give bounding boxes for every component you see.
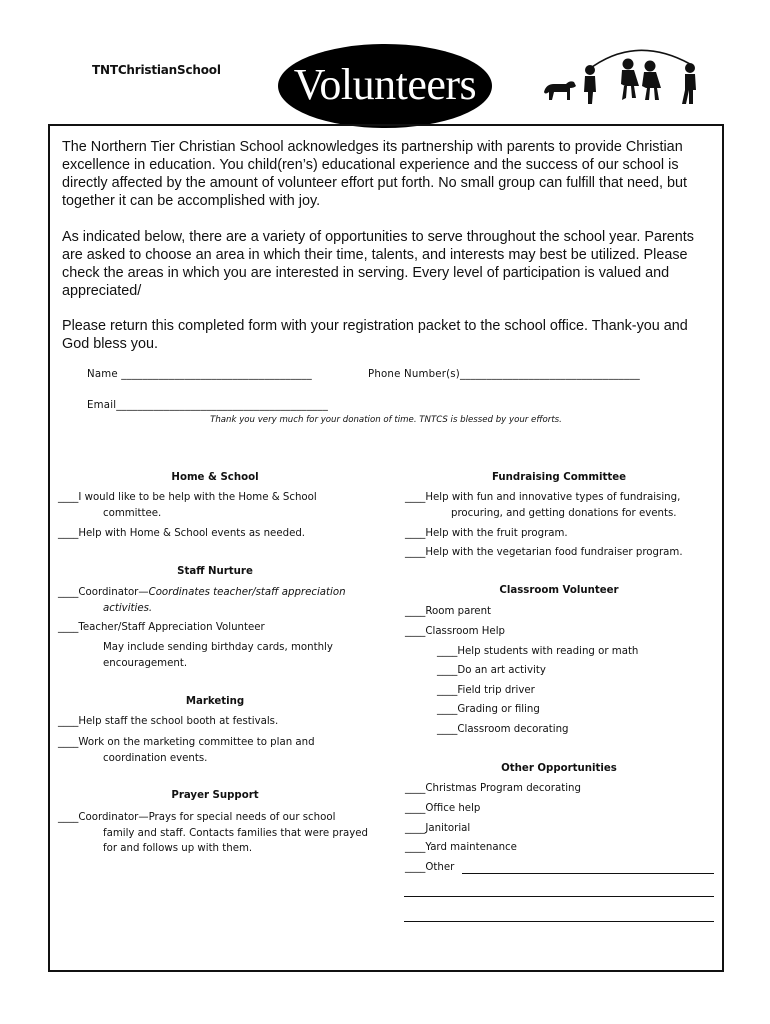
phone-field[interactable]: Phone Number(s)__________________________________ (368, 369, 640, 380)
other-item-other[interactable]: ____Other (405, 862, 455, 873)
other-item-janitorial[interactable]: ____Janitorial (405, 823, 471, 834)
title-banner (278, 44, 492, 128)
classroom-sub-item-2[interactable]: ____Do an art activity (437, 665, 546, 676)
classroom-sub-item-4[interactable]: ____Grading or filing (437, 704, 540, 715)
home-school-item-1[interactable] (58, 490, 317, 521)
prayer-item-1-cont: family and staff. Contacts families that were prayed (103, 827, 369, 839)
classroom-help-item[interactable]: ____Classroom Help (405, 626, 505, 637)
classroom-sub-item-1[interactable]: ____Help students with reading or math (437, 646, 639, 657)
fundraising-title: Fundraising Committee (491, 472, 627, 483)
fundraising-item-1-text: ____Help with fun and innovative types of fundraising, (405, 492, 681, 503)
other-item-christmas[interactable]: ____Christmas Program decorating (405, 783, 581, 794)
name-field[interactable]: Name ____________________________________ (87, 369, 312, 380)
home-school-item-1-text: ____I would like to be help with the Home & School (58, 492, 317, 503)
fundraising-item-1-cont: procuring, and getting donations for events. (451, 507, 677, 519)
children-playing-with-dog-icon (540, 40, 722, 106)
coordinator-desc: Coordinates teacher/staff appreciation (148, 587, 346, 598)
marketing-item-2[interactable] (58, 735, 315, 766)
room-parent-item[interactable]: ____Room parent (405, 606, 492, 617)
marketing-title: Marketing (185, 696, 245, 707)
home-school-item-2[interactable]: ____Help with Home & School events as needed. (58, 528, 306, 539)
other-item-office[interactable]: ____Office help (405, 803, 481, 814)
prayer-item-1-text: ____Coordinator—Prays for special needs of our school (58, 812, 336, 823)
classroom-sub-item-5[interactable]: ____Classroom decorating (437, 724, 569, 735)
volunteer-note (103, 640, 333, 671)
intro-paragraph-2: As indicated below, there are a variety of opportunities to serve throughout the school year. Parents are asked to choose an area in which their time, talents, and interests may best be utilized. Please check the areas in which you are interested in serving. Every level of participation is valued and appreciated/ (62, 229, 694, 299)
fundraising-item-1[interactable] (405, 490, 680, 521)
volunteer-note-1: May include sending birthday cards, monthly (103, 642, 333, 653)
volunteer-note-2: encouragement. (103, 657, 188, 669)
other-line-2[interactable] (404, 896, 714, 897)
other-item-yard[interactable]: ____Yard maintenance (405, 842, 517, 853)
other-line-1[interactable] (462, 873, 714, 874)
home-school-item-1-cont: committee. (103, 507, 162, 519)
classroom-volunteer-title: Classroom Volunteer (499, 585, 619, 596)
thanks-note: Thank you very much for your donation of time. TNTCS is blessed by your efforts. (210, 415, 562, 425)
fundraising-item-2[interactable]: ____Help with the fruit program. (405, 528, 568, 539)
other-line-3[interactable] (404, 921, 714, 922)
school-name: TNTChristianSchool (92, 63, 221, 77)
other-opportunities-title: Other Opportunities (501, 763, 617, 774)
home-school-title: Home & School (171, 472, 259, 483)
page-title: Volunteers (293, 59, 477, 109)
intro-paragraph-1: The Northern Tier Christian School acknowledges its partnership with parents to provide Christian excellence in education. You child(ren’s) educational experience and the success of our school is directly affected by the amount of volunteer effort put forth. No small group can fulfill that need, but together it can be accomplished with joy. (62, 139, 688, 209)
marketing-item-1[interactable]: ____Help staff the school booth at festivals. (58, 716, 279, 727)
prayer-item-1-cont2: for and follows up with them. (103, 843, 253, 854)
classroom-sub-item-3[interactable]: ____Field trip driver (437, 685, 535, 696)
staff-nurture-title: Staff Nurture (177, 566, 253, 577)
intro-paragraph-3: Please return this completed form with your registration packet to the school office. Thank-you and God bless you. (62, 318, 688, 352)
marketing-item-2-cont: coordination events. (103, 752, 208, 764)
marketing-item-2-text: ____Work on the marketing committee to plan and (58, 737, 315, 748)
coordinator-desc-cont: activities. (103, 602, 153, 614)
email-field[interactable]: Email________________________________________ (87, 400, 329, 411)
prayer-item-1[interactable] (58, 810, 368, 857)
coordinator-prefix: ____Coordinator— (58, 587, 149, 598)
fundraising-item-3[interactable]: ____Help with the vegetarian food fundraiser program. (405, 547, 683, 558)
prayer-support-title: Prayer Support (171, 790, 259, 801)
staff-appreciation-volunteer[interactable]: ____Teacher/Staff Appreciation Volunteer (58, 622, 265, 633)
staff-nurture-coordinator[interactable] (58, 585, 346, 616)
